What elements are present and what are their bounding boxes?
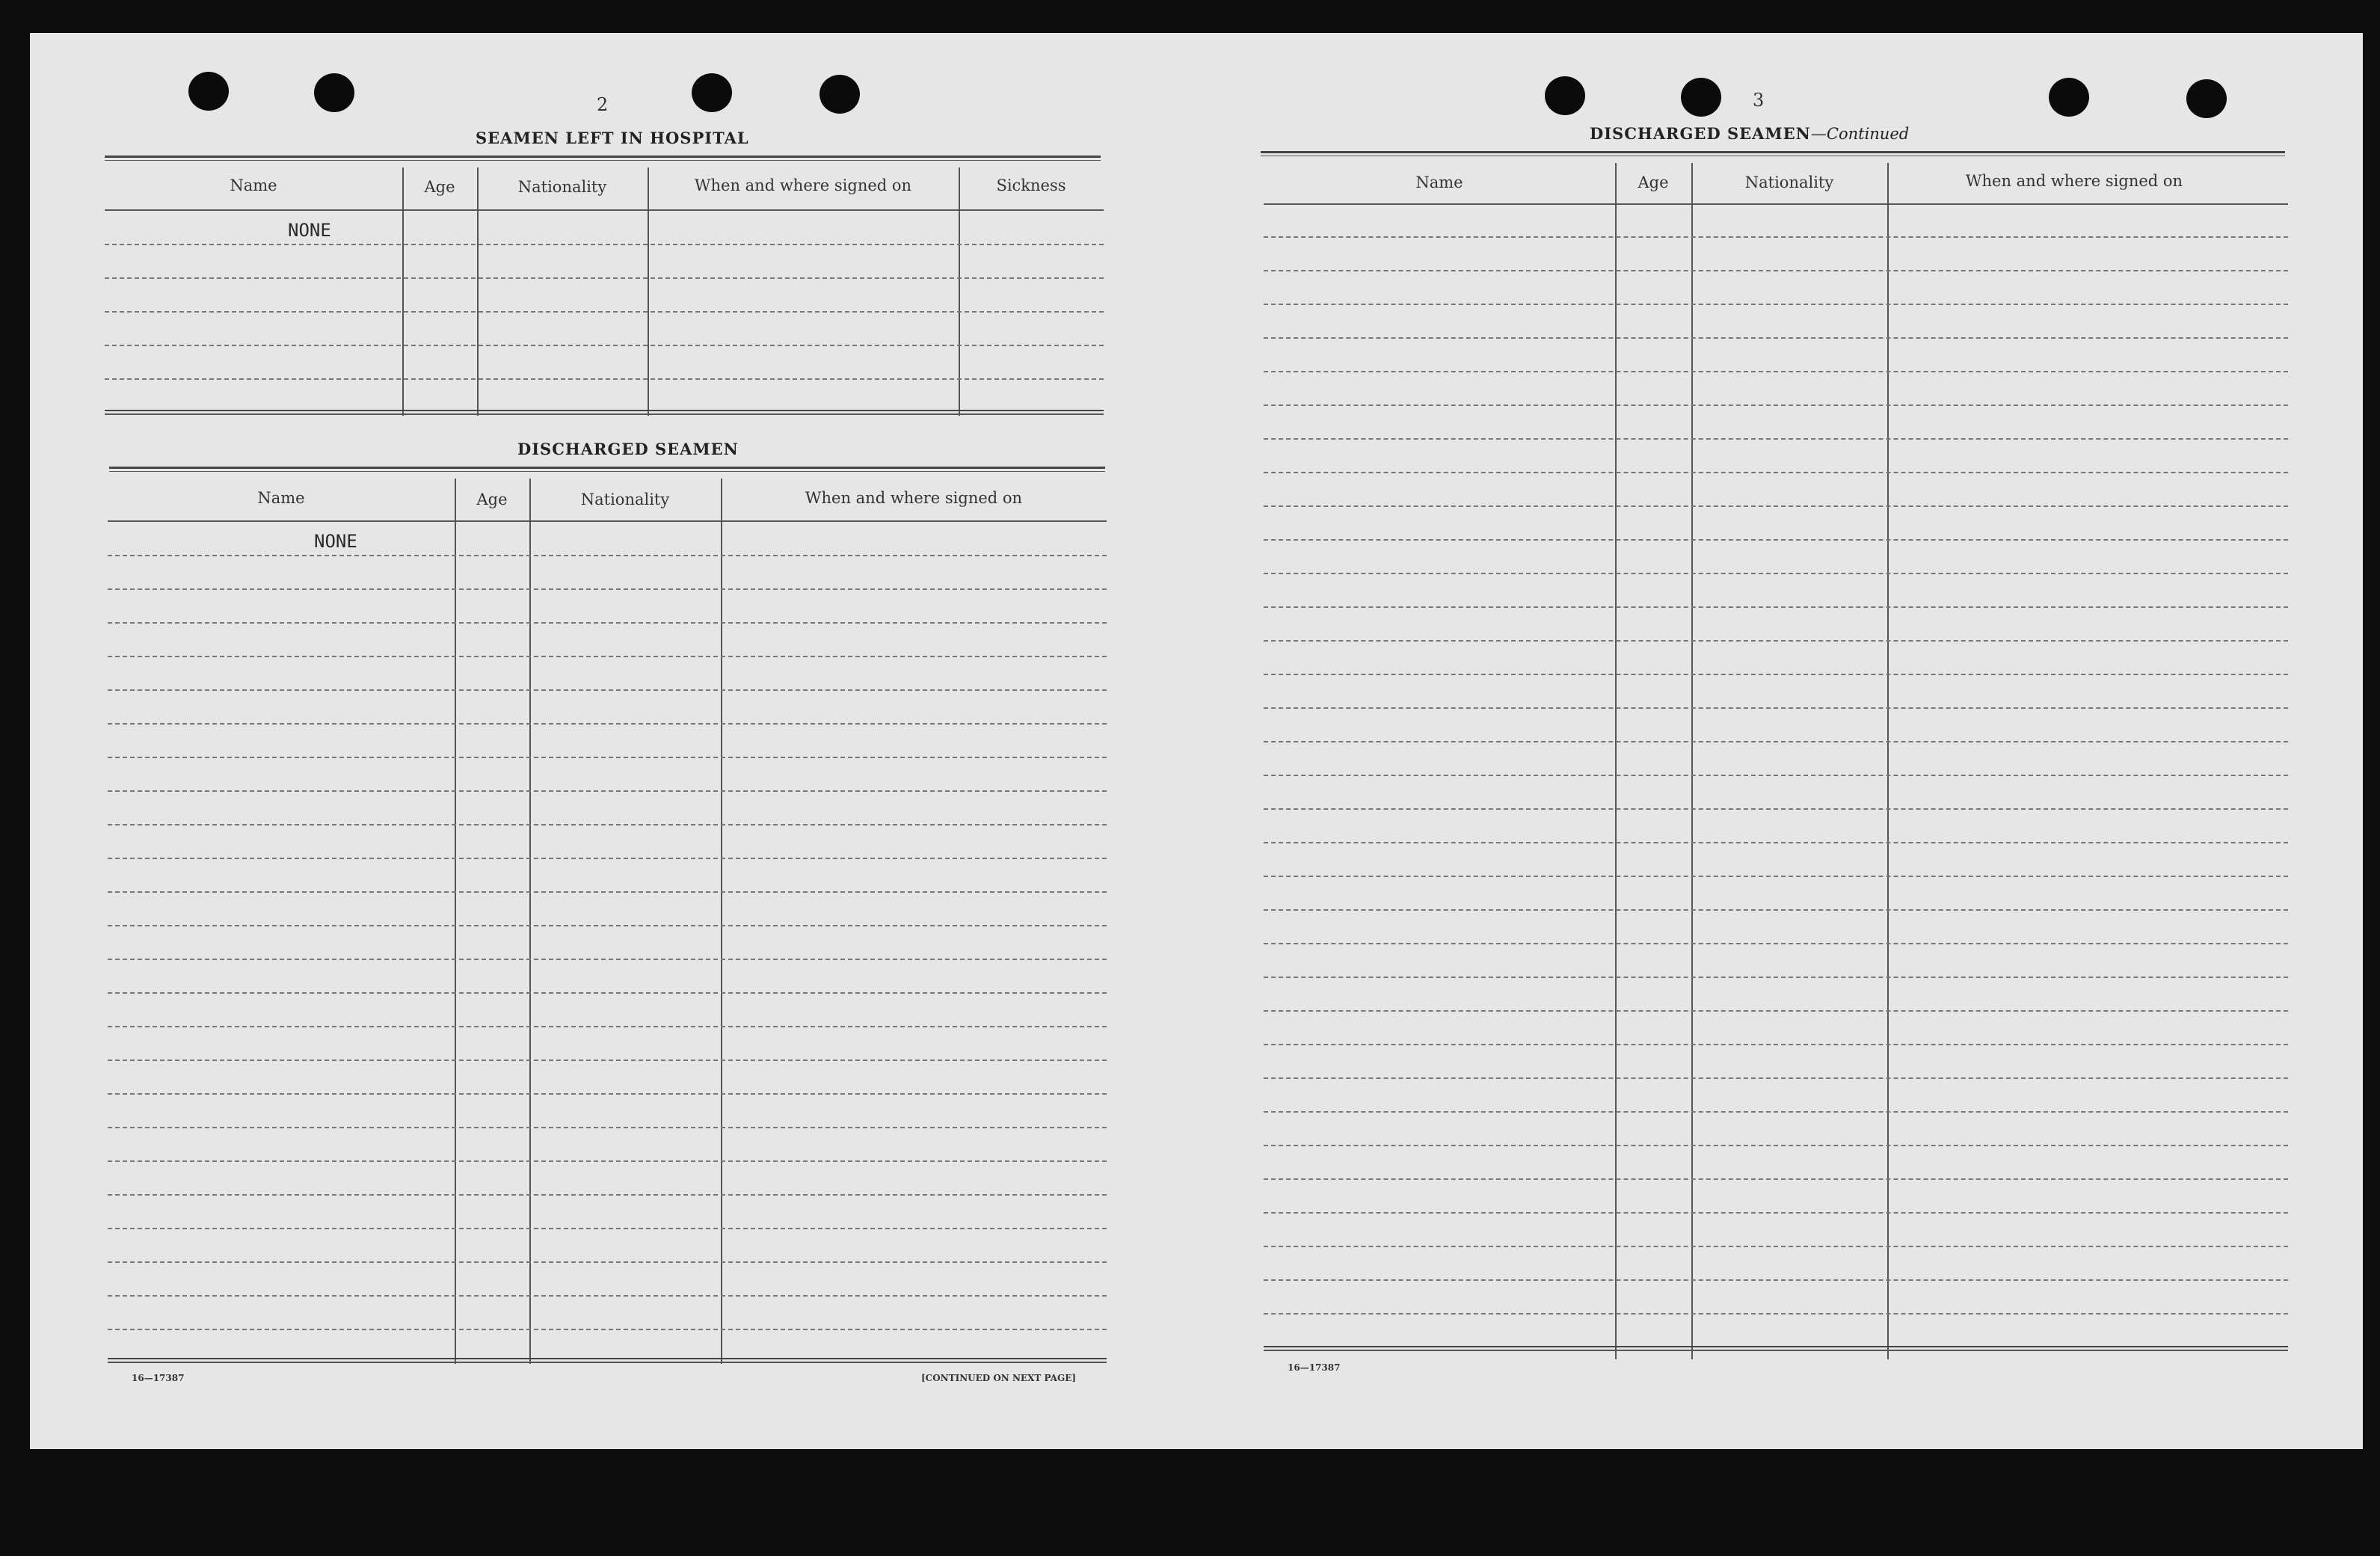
continued-note: [CONTINUED ON NEXT PAGE] <box>921 1373 1077 1383</box>
col-header-age: Age <box>1638 173 1669 191</box>
row-rule <box>105 311 1104 313</box>
row-rule <box>1264 405 2288 406</box>
col-header-name: Name <box>1415 173 1463 191</box>
row-rule <box>1264 943 2288 944</box>
right-form-number: 16—17387 <box>1288 1362 1341 1373</box>
row-rule <box>108 824 1107 825</box>
table-bottom-rule <box>1264 1346 2288 1351</box>
hospital-table <box>105 167 1104 416</box>
row-rule <box>108 858 1107 859</box>
row-rule <box>1264 438 2288 440</box>
row-rule <box>1264 808 2288 810</box>
row-rule <box>1264 337 2288 339</box>
row-rule <box>1264 304 2288 305</box>
hospital-name-cell: NONE <box>288 220 331 241</box>
right-section-title <box>1590 124 1909 143</box>
row-rule <box>1264 842 2288 843</box>
row-rule <box>1264 270 2288 271</box>
col-header-name: Name <box>230 176 277 194</box>
row-rule <box>1264 876 2288 877</box>
row-rule <box>1264 1246 2288 1247</box>
right-title-rule <box>1261 151 2285 156</box>
row-rule <box>105 345 1104 346</box>
row-rule <box>1264 741 2288 742</box>
discharged-name-cell: NONE <box>314 531 357 552</box>
column-divider <box>1691 163 1693 1359</box>
row-rule <box>105 277 1104 279</box>
col-header-signed-on: When and where signed on <box>805 489 1023 507</box>
row-rule <box>1264 707 2288 709</box>
row-rule <box>108 723 1107 725</box>
row-rule <box>1264 1279 2288 1281</box>
row-rule <box>105 378 1104 380</box>
row-rule <box>108 689 1107 691</box>
row-rule <box>105 244 1104 245</box>
discharged-section-title: DISCHARGED SEAMEN <box>517 440 739 458</box>
right-title-continued: —Continued <box>1810 125 1910 143</box>
punch-hole <box>188 72 229 111</box>
col-header-signed-on: When and where signed on <box>694 176 912 194</box>
row-rule <box>108 555 1107 556</box>
header-rule <box>108 520 1107 522</box>
col-header-nationality: Nationality <box>580 491 670 508</box>
punch-hole <box>692 73 732 112</box>
row-rule <box>108 1026 1107 1027</box>
hospital-title-rule <box>105 156 1101 161</box>
row-rule <box>108 1127 1107 1128</box>
header-rule <box>1264 203 2288 205</box>
row-rule <box>1264 775 2288 776</box>
row-rule <box>1264 1313 2288 1314</box>
row-rule <box>1264 606 2288 608</box>
column-divider <box>455 479 456 1364</box>
left-form-number: 16—17387 <box>132 1373 185 1383</box>
hospital-section-title: SEAMEN LEFT IN HOSPITAL <box>476 129 749 147</box>
row-rule <box>1264 371 2288 372</box>
row-rule <box>108 1228 1107 1229</box>
punch-hole <box>314 73 354 112</box>
punch-hole <box>820 75 860 114</box>
column-divider <box>721 479 722 1364</box>
row-rule <box>1264 573 2288 574</box>
row-rule <box>1264 977 2288 978</box>
row-rule <box>108 925 1107 926</box>
row-rule <box>108 1329 1107 1330</box>
row-rule <box>1264 236 2288 238</box>
scanned-form-sheet <box>30 33 2363 1449</box>
right-page-number: 3 <box>1753 90 1765 111</box>
punch-hole <box>1681 78 1721 117</box>
right-title-main: DISCHARGED SEAMEN <box>1590 124 1811 143</box>
discharged-title-rule <box>109 467 1105 472</box>
col-header-signed-on: When and where signed on <box>1965 172 2183 190</box>
column-divider <box>529 479 531 1364</box>
row-rule <box>108 790 1107 792</box>
col-header-age: Age <box>424 178 455 196</box>
column-divider <box>1615 163 1617 1359</box>
row-rule <box>1264 1145 2288 1146</box>
row-rule <box>108 1295 1107 1297</box>
row-rule <box>1264 1044 2288 1045</box>
col-header-name: Name <box>257 489 305 507</box>
row-rule <box>1264 640 2288 642</box>
discharged-continued-table <box>1264 163 2288 1359</box>
row-rule <box>108 1093 1107 1095</box>
row-rule <box>108 959 1107 960</box>
left-page-number: 2 <box>597 94 609 115</box>
row-rule <box>108 891 1107 893</box>
row-rule <box>1264 1178 2288 1180</box>
row-rule <box>108 588 1107 590</box>
row-rule <box>108 656 1107 657</box>
punch-hole <box>1545 76 1585 115</box>
table-bottom-rule <box>108 1358 1107 1363</box>
punch-hole <box>2186 79 2227 118</box>
row-rule <box>108 757 1107 758</box>
row-rule <box>1264 1077 2288 1079</box>
row-rule <box>1264 472 2288 473</box>
row-rule <box>1264 1111 2288 1113</box>
row-rule <box>1264 505 2288 507</box>
row-rule <box>108 1261 1107 1263</box>
row-rule <box>1264 674 2288 675</box>
row-rule <box>108 1060 1107 1061</box>
row-rule <box>1264 539 2288 541</box>
row-rule <box>108 1160 1107 1162</box>
col-header-sickness: Sickness <box>996 176 1066 194</box>
header-rule <box>105 209 1104 211</box>
col-header-nationality: Nationality <box>517 178 607 196</box>
table-bottom-rule <box>105 410 1104 415</box>
row-rule <box>108 992 1107 994</box>
row-rule <box>108 622 1107 624</box>
column-divider <box>1887 163 1889 1359</box>
row-rule <box>1264 909 2288 911</box>
row-rule <box>1264 1212 2288 1214</box>
col-header-age: Age <box>476 491 508 508</box>
row-rule <box>1264 1010 2288 1012</box>
punch-hole <box>2049 78 2089 117</box>
col-header-nationality: Nationality <box>1744 173 1834 191</box>
row-rule <box>108 1194 1107 1196</box>
discharged-table <box>108 479 1107 1364</box>
